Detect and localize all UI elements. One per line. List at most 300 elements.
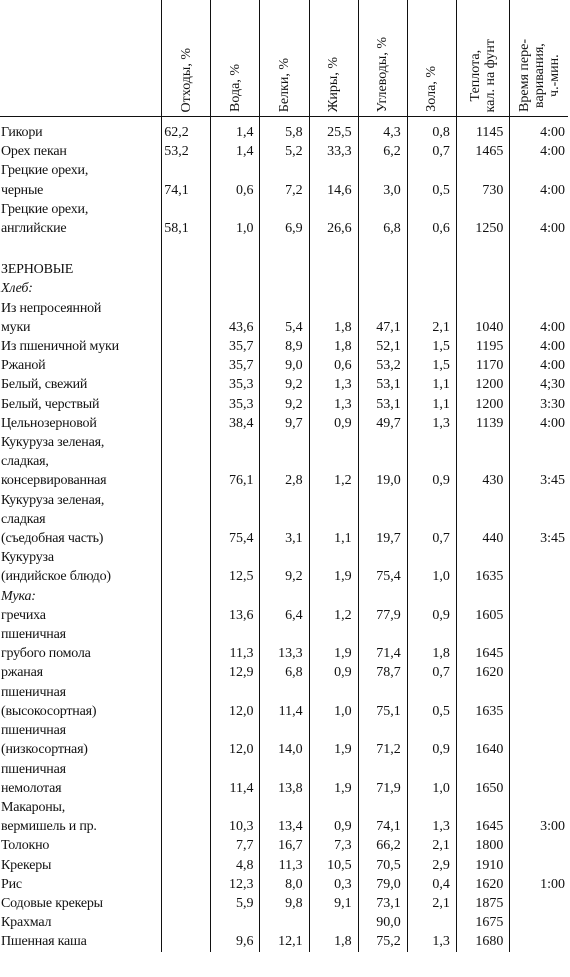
value-cell: 0,9 xyxy=(309,414,358,433)
value-cell: 47,1 xyxy=(358,299,407,337)
subsection-heading: Хлеб: xyxy=(1,281,33,297)
header-blank-cell xyxy=(0,0,162,117)
value-cell: 0,7 xyxy=(407,142,456,161)
value-cell: 0,9 xyxy=(407,606,456,625)
value-cell: 1,0 xyxy=(407,548,456,586)
value-cell: 1170 xyxy=(456,356,510,375)
table-row xyxy=(0,491,568,549)
value-cell: 53,2 xyxy=(162,142,211,161)
value-cell: 1,8 xyxy=(407,625,456,663)
value-cell: 0,9 xyxy=(309,663,358,682)
value-cell xyxy=(162,894,211,913)
value-cell xyxy=(510,587,568,606)
value-cell xyxy=(309,279,358,298)
table-row xyxy=(0,161,568,199)
table-row xyxy=(0,875,568,894)
value-cell: 7,3 xyxy=(309,836,358,855)
table-row xyxy=(0,932,568,951)
row-name: Цельнозерновой xyxy=(1,415,97,431)
value-cell: 1,0 xyxy=(211,200,260,238)
value-cell: 8,0 xyxy=(260,875,309,894)
value-cell: 3,0 xyxy=(358,161,407,199)
value-cell: 1145 xyxy=(456,117,510,143)
value-cell: 0,6 xyxy=(309,356,358,375)
value-cell xyxy=(510,663,568,682)
row-name: Ржаной xyxy=(1,358,46,374)
table-row xyxy=(0,625,568,663)
table-row xyxy=(0,395,568,414)
value-cell xyxy=(162,279,211,298)
value-cell: 1,1 xyxy=(407,395,456,414)
value-cell xyxy=(510,625,568,663)
value-cell: 12,0 xyxy=(211,683,260,721)
table-row xyxy=(0,721,568,759)
value-cell xyxy=(309,587,358,606)
value-cell xyxy=(162,356,211,375)
value-cell xyxy=(162,625,211,663)
table-row xyxy=(0,606,568,625)
value-cell: 5,9 xyxy=(211,894,260,913)
row-name: пшеничная грубого помола xyxy=(1,627,91,662)
value-cell: 430 xyxy=(456,433,510,491)
value-cell: 13,4 xyxy=(260,798,309,836)
value-cell xyxy=(162,683,211,721)
value-cell: 9,7 xyxy=(260,414,309,433)
value-cell xyxy=(162,836,211,855)
value-cell: 4,8 xyxy=(211,856,260,875)
value-cell xyxy=(162,760,211,798)
table-row xyxy=(0,356,568,375)
value-cell: 2,9 xyxy=(407,856,456,875)
value-cell: 14,6 xyxy=(309,161,358,199)
row-name: пшеничная (высокосортная) xyxy=(1,684,97,719)
value-cell: 0,7 xyxy=(407,663,456,682)
value-cell xyxy=(162,337,211,356)
value-cell: 10,5 xyxy=(309,856,358,875)
table-row xyxy=(0,856,568,875)
value-cell xyxy=(162,433,211,491)
value-cell: 1,8 xyxy=(309,932,358,951)
value-cell: 1,9 xyxy=(309,625,358,663)
value-cell: 6,8 xyxy=(260,663,309,682)
value-cell: 5,2 xyxy=(260,142,309,161)
value-cell: 0,3 xyxy=(309,875,358,894)
header-protein-label: Белки, % xyxy=(277,57,293,112)
value-cell: 35,7 xyxy=(211,356,260,375)
value-cell: 12,0 xyxy=(211,721,260,759)
value-cell: 12,5 xyxy=(211,548,260,586)
value-cell: 0,5 xyxy=(407,683,456,721)
row-name: Рис xyxy=(1,876,22,892)
value-cell xyxy=(456,587,510,606)
header-carbs xyxy=(358,0,407,117)
table-row xyxy=(0,142,568,161)
value-cell: 1139 xyxy=(456,414,510,433)
value-cell: 49,7 xyxy=(358,414,407,433)
value-cell xyxy=(407,913,456,932)
table-row xyxy=(0,798,568,836)
row-name: Белый, черствый xyxy=(1,396,100,412)
value-cell: 730 xyxy=(456,161,510,199)
value-cell xyxy=(510,548,568,586)
value-cell: 0,9 xyxy=(407,721,456,759)
row-name: Толокно xyxy=(1,838,50,854)
value-cell: 1910 xyxy=(456,856,510,875)
value-cell: 53,1 xyxy=(358,375,407,394)
row-name: Кукуруза зеленая, сладкая, консервированная xyxy=(1,435,107,489)
value-cell: 2,1 xyxy=(407,836,456,855)
value-cell xyxy=(162,548,211,586)
value-cell: 1,3 xyxy=(309,395,358,414)
table-row xyxy=(0,117,568,143)
header-water xyxy=(211,0,260,117)
value-cell xyxy=(162,721,211,759)
value-cell: 71,4 xyxy=(358,625,407,663)
value-cell xyxy=(358,279,407,298)
value-cell: 71,9 xyxy=(358,760,407,798)
value-cell xyxy=(358,260,407,279)
value-cell: 77,9 xyxy=(358,606,407,625)
value-cell: 76,1 xyxy=(211,433,260,491)
value-cell: 1200 xyxy=(456,375,510,394)
value-cell: 62,2 xyxy=(162,117,211,143)
value-cell: 1800 xyxy=(456,836,510,855)
value-cell xyxy=(510,760,568,798)
value-cell: 6,2 xyxy=(358,142,407,161)
table-body xyxy=(0,117,568,952)
value-cell: 1,8 xyxy=(309,337,358,356)
table-row xyxy=(0,299,568,337)
value-cell: 4:00 xyxy=(510,299,568,337)
value-cell: 4:00 xyxy=(510,117,568,143)
table-row xyxy=(0,913,568,932)
row-name: Кукуруза зеленая, сладкая (съедобная часть) xyxy=(1,492,105,547)
value-cell: 0,9 xyxy=(309,798,358,836)
value-cell: 4:00 xyxy=(510,356,568,375)
value-cell xyxy=(162,663,211,682)
section-heading: ЗЕРНОВЫЕ xyxy=(1,262,74,278)
value-cell: 13,8 xyxy=(260,760,309,798)
value-cell xyxy=(162,932,211,951)
value-cell: 0,4 xyxy=(407,875,456,894)
value-cell xyxy=(211,238,260,260)
value-cell: 79,0 xyxy=(358,875,407,894)
header-calories-label: Теплота, кал. на фунт xyxy=(468,38,499,112)
value-cell: 3,1 xyxy=(260,491,309,549)
value-cell xyxy=(162,299,211,337)
value-cell: 1:00 xyxy=(510,875,568,894)
value-cell: 74,1 xyxy=(358,798,407,836)
value-cell: 53,2 xyxy=(358,356,407,375)
value-cell xyxy=(456,279,510,298)
value-cell: 78,7 xyxy=(358,663,407,682)
value-cell: 43,6 xyxy=(211,299,260,337)
value-cell xyxy=(358,238,407,260)
row-name: гречиха xyxy=(1,607,46,623)
value-cell: 9,2 xyxy=(260,375,309,394)
value-cell: 4,3 xyxy=(358,117,407,143)
row-name: пшеничная немолотая xyxy=(1,761,66,796)
value-cell: 1,0 xyxy=(309,683,358,721)
value-cell xyxy=(510,894,568,913)
row-name: пшеничная (низкосортная) xyxy=(1,723,88,758)
value-cell xyxy=(260,279,309,298)
value-cell: 74,1 xyxy=(162,161,211,199)
value-cell: 1195 xyxy=(456,337,510,356)
value-cell xyxy=(162,414,211,433)
value-cell xyxy=(510,279,568,298)
value-cell xyxy=(211,587,260,606)
value-cell: 7,7 xyxy=(211,836,260,855)
value-cell: 1635 xyxy=(456,548,510,586)
value-cell xyxy=(162,238,211,260)
row-name: Орех пекан xyxy=(1,144,67,160)
value-cell: 33,3 xyxy=(309,142,358,161)
value-cell: 1,3 xyxy=(407,932,456,951)
value-cell xyxy=(510,683,568,721)
gap-row xyxy=(0,238,568,260)
value-cell: 1,3 xyxy=(407,414,456,433)
value-cell: 5,4 xyxy=(260,299,309,337)
value-cell: 13,6 xyxy=(211,606,260,625)
row-name: Кукуруза (индийское блюдо) xyxy=(1,550,111,585)
value-cell xyxy=(510,260,568,279)
value-cell: 11,4 xyxy=(260,683,309,721)
value-cell xyxy=(309,238,358,260)
value-cell: 1620 xyxy=(456,663,510,682)
value-cell xyxy=(407,587,456,606)
value-cell xyxy=(260,913,309,932)
value-cell xyxy=(162,856,211,875)
value-cell: 5,8 xyxy=(260,117,309,143)
value-cell xyxy=(358,587,407,606)
value-cell: 1,5 xyxy=(407,337,456,356)
value-cell xyxy=(510,913,568,932)
table-row xyxy=(0,683,568,721)
value-cell: 6,9 xyxy=(260,200,309,238)
value-cell: 8,9 xyxy=(260,337,309,356)
value-cell xyxy=(510,932,568,951)
value-cell: 6,8 xyxy=(358,200,407,238)
value-cell: 90,0 xyxy=(358,913,407,932)
value-cell: 9,1 xyxy=(309,894,358,913)
header-waste xyxy=(162,0,211,117)
value-cell: 75,1 xyxy=(358,683,407,721)
row-name: Грецкие орехи, английские xyxy=(1,201,89,237)
value-cell: 9,6 xyxy=(211,932,260,951)
header-ash xyxy=(407,0,456,117)
value-cell: 12,1 xyxy=(260,932,309,951)
value-cell: 4:00 xyxy=(510,337,568,356)
value-cell: 1680 xyxy=(456,932,510,951)
value-cell: 71,2 xyxy=(358,721,407,759)
value-cell: 1645 xyxy=(456,798,510,836)
value-cell: 9,0 xyxy=(260,356,309,375)
table-row xyxy=(0,375,568,394)
row-name: Из пшеничной муки xyxy=(1,339,119,355)
row-name: ржаная xyxy=(1,665,43,681)
value-cell: 1,2 xyxy=(309,433,358,491)
sub-row xyxy=(0,587,568,606)
value-cell: 19,0 xyxy=(358,433,407,491)
value-cell: 6,4 xyxy=(260,606,309,625)
header-row xyxy=(0,0,568,117)
value-cell xyxy=(162,606,211,625)
value-cell: 1620 xyxy=(456,875,510,894)
row-name xyxy=(0,238,162,260)
row-name: Содовые крекеры xyxy=(1,895,103,911)
header-digestion-time xyxy=(510,0,568,117)
value-cell: 4:00 xyxy=(510,414,568,433)
value-cell: 0,6 xyxy=(407,200,456,238)
row-name: Белый, свежий xyxy=(1,377,88,393)
value-cell xyxy=(211,279,260,298)
value-cell: 14,0 xyxy=(260,721,309,759)
table-row xyxy=(0,200,568,238)
value-cell: 4;30 xyxy=(510,375,568,394)
row-name: Крахмал xyxy=(1,915,52,931)
value-cell xyxy=(309,260,358,279)
table-row xyxy=(0,548,568,586)
row-name: Грецкие орехи, черные xyxy=(1,163,89,198)
value-cell: 1,3 xyxy=(407,798,456,836)
value-cell: 16,7 xyxy=(260,836,309,855)
value-cell: 35,3 xyxy=(211,395,260,414)
value-cell: 1,1 xyxy=(407,375,456,394)
value-cell: 1,3 xyxy=(309,375,358,394)
table-row xyxy=(0,894,568,913)
header-fat xyxy=(309,0,358,117)
value-cell: 1,9 xyxy=(309,548,358,586)
header-waste-label: Отходы, % xyxy=(178,47,194,112)
value-cell: 1,1 xyxy=(309,491,358,549)
value-cell: 19,7 xyxy=(358,491,407,549)
row-name: Гикори xyxy=(1,125,43,140)
value-cell: 1640 xyxy=(456,721,510,759)
value-cell: 1650 xyxy=(456,760,510,798)
value-cell: 0,7 xyxy=(407,491,456,549)
value-cell xyxy=(407,279,456,298)
value-cell: 0,6 xyxy=(211,161,260,199)
value-cell xyxy=(211,913,260,932)
value-cell: 0,9 xyxy=(407,433,456,491)
value-cell xyxy=(260,587,309,606)
value-cell: 1,4 xyxy=(211,117,260,143)
value-cell: 12,3 xyxy=(211,875,260,894)
value-cell: 9,8 xyxy=(260,894,309,913)
subsection-heading: Мука: xyxy=(1,588,36,604)
value-cell xyxy=(407,238,456,260)
value-cell: 3:45 xyxy=(510,433,568,491)
value-cell: 1,8 xyxy=(309,299,358,337)
value-cell: 66,2 xyxy=(358,836,407,855)
header-carbs-label: Углеводы, % xyxy=(375,36,391,112)
value-cell: 1645 xyxy=(456,625,510,663)
value-cell xyxy=(456,260,510,279)
value-cell: 9,2 xyxy=(260,548,309,586)
value-cell: 75,4 xyxy=(358,548,407,586)
value-cell xyxy=(510,856,568,875)
value-cell xyxy=(407,260,456,279)
value-cell: 9,2 xyxy=(260,395,309,414)
value-cell: 1,2 xyxy=(309,606,358,625)
value-cell: 0,5 xyxy=(407,161,456,199)
row-name: Пшенная каша xyxy=(1,934,87,950)
table-header xyxy=(0,0,568,117)
value-cell: 1200 xyxy=(456,395,510,414)
value-cell: 58,1 xyxy=(162,200,211,238)
value-cell xyxy=(510,238,568,260)
value-cell: 26,6 xyxy=(309,200,358,238)
table-row xyxy=(0,663,568,682)
header-digestion-time-label: Время пере- варивания, ч.-мин. xyxy=(516,39,562,112)
value-cell: 13,3 xyxy=(260,625,309,663)
table-row xyxy=(0,760,568,798)
value-cell: 3:30 xyxy=(510,395,568,414)
value-cell: 440 xyxy=(456,491,510,549)
value-cell: 11,4 xyxy=(211,760,260,798)
header-fat-label: Жиры, % xyxy=(326,56,342,112)
value-cell: 25,5 xyxy=(309,117,358,143)
value-cell: 52,1 xyxy=(358,337,407,356)
value-cell: 2,8 xyxy=(260,433,309,491)
value-cell: 1,0 xyxy=(407,760,456,798)
value-cell: 4:00 xyxy=(510,161,568,199)
value-cell xyxy=(260,238,309,260)
value-cell: 1635 xyxy=(456,683,510,721)
value-cell: 70,5 xyxy=(358,856,407,875)
value-cell: 1,9 xyxy=(309,721,358,759)
value-cell: 4:00 xyxy=(510,200,568,238)
value-cell: 3:45 xyxy=(510,491,568,549)
value-cell xyxy=(162,798,211,836)
value-cell xyxy=(510,836,568,855)
value-cell xyxy=(162,395,211,414)
value-cell: 2,1 xyxy=(407,299,456,337)
header-water-label: Вода, % xyxy=(227,64,243,112)
value-cell xyxy=(211,260,260,279)
value-cell: 10,3 xyxy=(211,798,260,836)
header-ash-label: Зола, % xyxy=(424,66,440,112)
value-cell xyxy=(162,375,211,394)
value-cell: 1040 xyxy=(456,299,510,337)
value-cell: 35,3 xyxy=(211,375,260,394)
value-cell: 1465 xyxy=(456,142,510,161)
value-cell: 75,4 xyxy=(211,491,260,549)
value-cell: 3:00 xyxy=(510,798,568,836)
value-cell xyxy=(162,491,211,549)
value-cell: 53,1 xyxy=(358,395,407,414)
value-cell: 11,3 xyxy=(260,856,309,875)
value-cell xyxy=(162,875,211,894)
value-cell: 0,8 xyxy=(407,117,456,143)
table-row xyxy=(0,414,568,433)
value-cell xyxy=(456,238,510,260)
value-cell: 1875 xyxy=(456,894,510,913)
value-cell: 7,2 xyxy=(260,161,309,199)
value-cell: 1675 xyxy=(456,913,510,932)
table-row xyxy=(0,836,568,855)
header-calories xyxy=(456,0,510,117)
row-name: Макароны, вермишель и пр. xyxy=(1,799,97,835)
value-cell: 1250 xyxy=(456,200,510,238)
header-protein xyxy=(260,0,309,117)
table-row xyxy=(0,337,568,356)
table-row xyxy=(0,433,568,491)
value-cell: 38,4 xyxy=(211,414,260,433)
value-cell xyxy=(510,606,568,625)
value-cell: 12,9 xyxy=(211,663,260,682)
